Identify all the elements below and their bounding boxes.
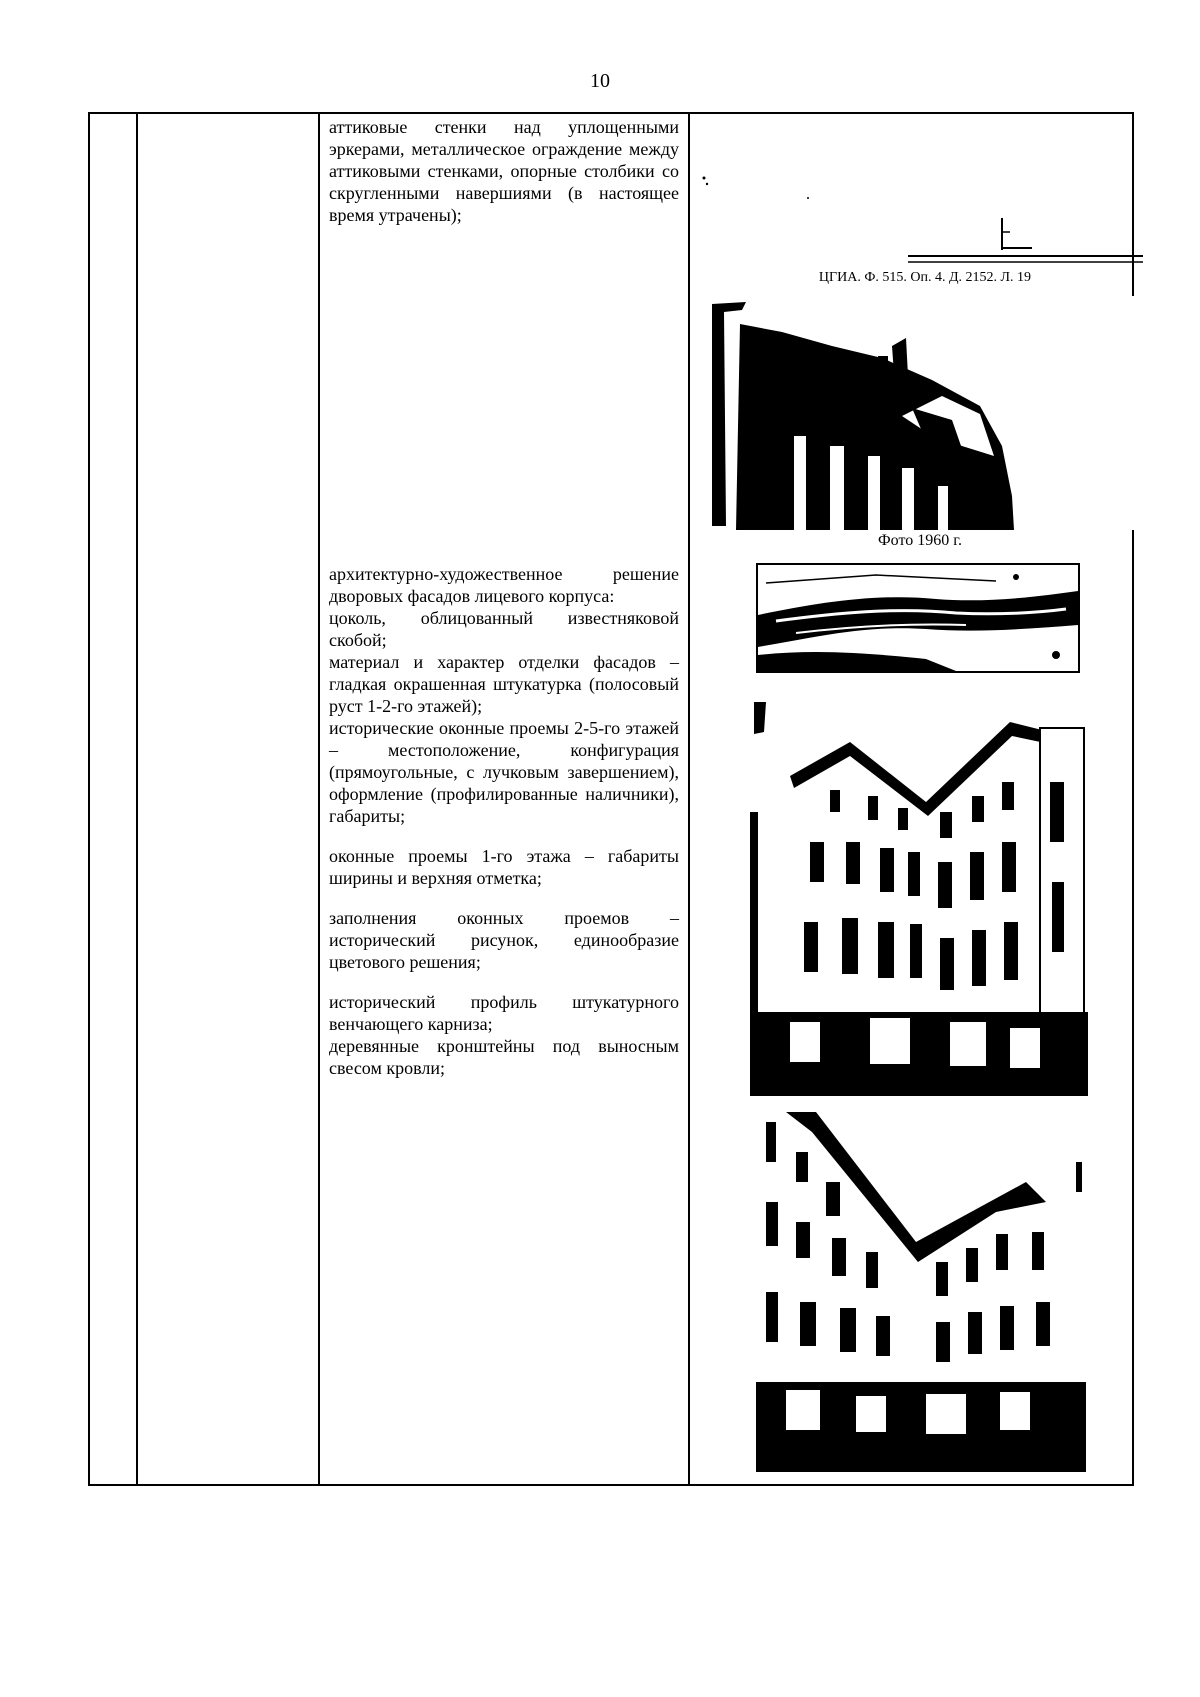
paragraph: оконные проемы 1-го этажа – габариты ширины и верхняя отметка;	[329, 846, 679, 888]
paragraph: архитектурно-художественное решение дворовых фасадов лицевого корпуса:	[329, 564, 679, 606]
column-divider	[688, 114, 690, 1484]
archive-drawing-fragment	[698, 170, 1143, 270]
attic-description	[329, 116, 679, 226]
paragraph: аттиковые стенки над уплощенными эркерами, металлическое ограждение между аттиковыми стенками, опорные столбики со скругленными навершиями (в настоящее время утрачены);	[329, 117, 679, 225]
courtyard-facade-photo-1	[750, 692, 1088, 1096]
column-divider	[136, 114, 138, 1484]
page-number: 10	[590, 70, 610, 92]
paragraph: исторический профиль штукатурного венчающего карниза;	[329, 992, 679, 1034]
archive-photo-1960	[712, 296, 1134, 530]
column-divider	[318, 114, 320, 1484]
paragraph: заполнения оконных проемов – исторический рисунок, единообразие цветового решения;	[329, 908, 679, 972]
archive-caption: ЦГИА. Ф. 515. Оп. 4. Д. 2152. Л. 19	[818, 270, 1032, 285]
plinth-photo	[756, 563, 1080, 673]
paragraph: деревянные кронштейны под выносным свесом кровли;	[329, 1036, 679, 1078]
paragraph: исторические оконные проемы 2-5-го этажей – местоположение, конфигурация (прямоугольные, с лучковым завершением), оформление (профилированные наличники), габариты;	[329, 718, 679, 826]
paragraph: цоколь, облицованный известняковой скобой;	[329, 608, 679, 650]
courtyard-facade-photo-2	[756, 1112, 1086, 1472]
photo-caption: Фото 1960 г.	[878, 532, 962, 549]
courtyard-facades-description	[329, 563, 679, 1079]
paragraph: материал и характер отделки фасадов – гладкая окрашенная штукатурка (полосовый руст 1-2-го этажей);	[329, 652, 679, 716]
